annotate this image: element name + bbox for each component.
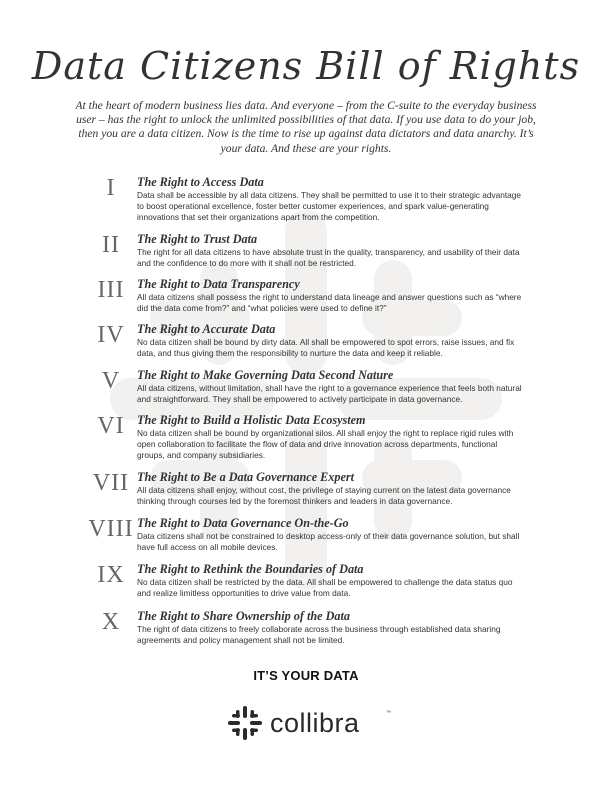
right-title: The Right to Trust Data <box>137 232 258 246</box>
tagline: IT’S YOUR DATA <box>253 668 359 683</box>
right-item <box>0 175 612 225</box>
right-item <box>0 368 612 418</box>
right-title: The Right to Data Governance On-the-Go <box>137 516 349 530</box>
right-title: The Right to Make Governing Data Second Nature <box>137 368 394 382</box>
right-description: Data shall be accessible by all data citizens. They shall be permitted to use it to their strategic advantage to boost operational excellence, foster better customer experiences, and spark value-generating innovations that set their organizations apart from the competition. <box>137 190 522 222</box>
right-description: No data citizen shall be bound by organizational silos. All shall enjoy the right to replace rigid rules with open collaboration to facilitate the flow of data and drive innovation across departments, functional groups, and company subsidiaries. <box>137 428 514 460</box>
page-title: Data Citizens Bill of Rights <box>31 44 581 88</box>
roman-numeral: V <box>101 368 121 394</box>
roman-numeral: III <box>97 277 125 303</box>
roman-numeral: VII <box>92 470 130 496</box>
right-title: The Right to Data Transparency <box>137 277 300 291</box>
roman-numeral: I <box>106 175 116 201</box>
right-description: All data citizens, without limitation, shall have the right to a governance experience that feels both natural and straightforward. They shall be empowered to actively participate in data governance. <box>137 383 522 404</box>
right-title: The Right to Rethink the Boundaries of Data <box>137 562 364 576</box>
right-item <box>0 277 612 327</box>
collibra-logo-icon <box>228 706 262 740</box>
right-title: The Right to Access Data <box>137 175 264 189</box>
right-description: No data citizen shall be restricted by the data. All shall be empowered to challenge the data status quo and realize limitless opportunities to drive value from data. <box>137 577 513 598</box>
logo-wordmark: collibra <box>270 708 360 738</box>
right-title: The Right to Accurate Data <box>137 322 276 336</box>
roman-numeral: II <box>102 232 120 258</box>
right-item <box>0 562 612 612</box>
right-item <box>0 322 612 372</box>
right-item <box>0 413 612 463</box>
right-description: All data citizens shall possess the right to understand data lineage and answer questions such as “where did the data come from?” and “what policies were used to define it?” <box>137 292 522 313</box>
roman-numeral: X <box>101 609 121 635</box>
right-item <box>0 232 612 282</box>
roman-numeral: VI <box>97 413 125 439</box>
right-title: The Right to Be a Data Governance Expert <box>137 470 355 484</box>
intro-paragraph: At the heart of modern business lies data. And everyone – from the C-suite to the everyday business user – has the right to unlock the unlimited possibilities of that data. If you use data to do your job, then you are a data citizen. Now is the time to rise up against data dictators and data anarchy. It’s your data. And these are your rights. <box>75 99 537 155</box>
right-description: Data citizens shall not be constrained to desktop access-only of their data governance solution, but shall have full access on all mobile devices. <box>137 531 520 552</box>
roman-numeral: IV <box>97 322 125 348</box>
right-item <box>0 470 612 520</box>
right-description: The right for all data citizens to have absolute trust in the quality, transparency, and usability of their data and the confidence to do more with it shall not be restricted. <box>137 247 520 268</box>
roman-numeral: VIII <box>88 516 134 542</box>
right-title: The Right to Share Ownership of the Data <box>137 609 350 623</box>
right-item <box>0 609 612 659</box>
roman-numeral: IX <box>97 562 125 588</box>
right-description: No data citizen shall be bound by dirty data. All shall be empowered to spot errors, raise issues, and fix data, and thus giving them the responsibility to nurture the data and keep it reliable. <box>137 337 515 358</box>
right-title: The Right to Build a Holistic Data Ecosystem <box>137 413 366 427</box>
right-description: All data citizens shall enjoy, without cost, the privilege of staying current on the latest data governance thinking through courses led by the foremost thinkers and leaders in data governance. <box>137 485 511 506</box>
trademark-symbol: ™ <box>386 710 391 716</box>
right-item <box>0 516 612 566</box>
right-description: The right of data citizens to freely collaborate across the business through established data sharing agreements and policy management shall not be limited. <box>137 624 501 645</box>
